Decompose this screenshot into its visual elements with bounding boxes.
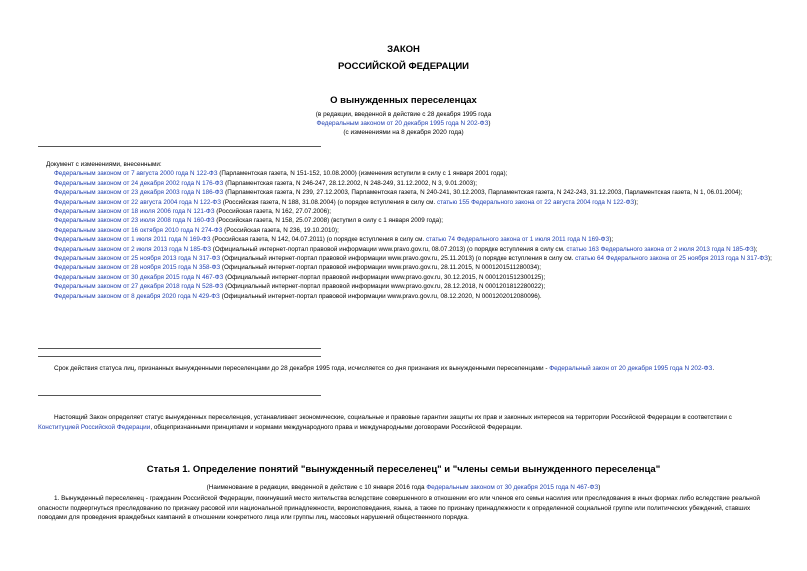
law-heading: ЗАКОН: [387, 44, 420, 55]
article-1-edition: (Наименование в редакции, введенной в действие с 10 января 2016 года Федеральным законом от 30 декабря 2015 года N 467-ФЗ): [206, 484, 601, 491]
divider: [38, 146, 321, 147]
amendment-item: Федеральным законом от 27 декабря 2018 года N 528-ФЗ (Официальный интернет-портал правовой информации www.pravo.gov.ru, 28.12.2018, N 0001201812280022);: [54, 283, 546, 291]
edition-law-link[interactable]: Федеральным законом от 20 декабря 1995 года N 202-ФЗ: [316, 120, 489, 127]
amendment-link[interactable]: Федеральным законом от 16 октября 2010 года N 274-ФЗ: [54, 226, 223, 234]
amendment-article-link[interactable]: статью 64 Федерального закона от 25 ноября 2013 года N 317-ФЗ: [575, 255, 768, 263]
amendment-link[interactable]: Федеральным законом от 2 июля 2013 года N 185-ФЗ: [54, 245, 212, 253]
amendment-item: Федеральным законом от 18 июля 2006 года N 121-ФЗ (Российская газета, N 162, 27.07.2006);: [54, 208, 332, 216]
article-1-paragraph-1: 1. Вынужденный переселенец - гражданин Российской Федерации, покинувший место жительства вследствие совершенного в отношении его или членов его семьи насилия или преследования в иных формах либо вследствие реальной опасности подвергнуться преследованию по признаку расовой или национальной принадлежности, вероисповедания, языка, а также по признаку принадлежности к определенной социальной группе или политических убеждений, ставших поводами для проведения враждебных кампаний в отношении конкретного лица или группы лиц, массовых нарушений общественного порядка.: [38, 495, 760, 521]
preamble: Настоящий Закон определяет статус вынужденных переселенцев, устанавливает экономические, социальные и правовые гарантии защиты их прав и законных интересов на территории Российской Федерации в соответствии с Конституцией Российской Федерации, общепризнанными принципами и нормами международного права и международными договорами Российской Федерации.: [38, 414, 732, 431]
amendment-item: Федеральным законом от 16 октября 2010 года N 274-ФЗ (Российская газета, N 236, 19.10.2010);: [54, 226, 339, 234]
amendment-item: Федеральным законом от 7 августа 2000 года N 122-ФЗ (Парламентская газета, N 151-152, 10.08.2000) (изменения вступили в силу с 1 января 2001 года);: [54, 170, 508, 178]
status-note: Срок действия статуса лиц, признанных вынужденными переселенцами до 28 декабря 1995 года, исчисляется со дня признания их вынужденными переселенцами - Федеральный закон от 20 декабря 1995 года N 202-ФЗ.: [54, 365, 715, 372]
note-law-link[interactable]: Федеральный закон от 20 декабря 1995 года N 202-ФЗ: [549, 365, 713, 372]
amendment-link[interactable]: Федеральным законом от 25 ноября 2013 года N 317-ФЗ: [54, 255, 221, 263]
federation-heading: РОССИЙСКОЙ ФЕДЕРАЦИИ: [337, 61, 469, 72]
edition-line-1: (в редакции, введенной в действие с 28 декабря 1995 года: [315, 111, 492, 118]
article-1-title: Статья 1. Определение понятий "вынужденный переселенец" и "члены семьи вынужденного переселенца": [146, 464, 661, 475]
amendment-article-link[interactable]: статью 163 Федерального закона от 2 июля 2013 года N 185-ФЗ: [566, 245, 754, 253]
amendment-link[interactable]: Федеральным законом от 23 июля 2008 года N 160-ФЗ: [54, 217, 215, 225]
amendment-item: Федеральным законом от 30 декабря 2015 года N 467-ФЗ (Официальный интернет-портал правовой информации www.pravo.gov.ru, 30.12.2015, N 0001201512300125);: [54, 273, 546, 281]
amendments-list: [38, 160, 773, 301]
divider: [38, 395, 321, 396]
amendment-article-link[interactable]: статью 155 Федерального закона от 22 августа 2004 года N 122-ФЗ: [436, 198, 635, 206]
amendments-lead: Документ с изменениями, внесенными:: [46, 161, 162, 168]
amendment-article-link[interactable]: статью 74 Федерального закона от 1 июля 2011 года N 169-ФЗ: [426, 236, 610, 244]
edition-line-2: Федеральным законом от 20 декабря 1995 года N 202-ФЗ): [316, 120, 491, 127]
constitution-link[interactable]: Конституцией Российской Федерации: [38, 423, 151, 431]
amendment-link[interactable]: Федеральным законом от 27 декабря 2018 года N 528-ФЗ: [54, 283, 224, 291]
amendment-item: Федеральным законом от 22 августа 2004 года N 122-ФЗ (Российская газета, N 188, 31.08.2004) (о порядке вступления в силу см. статью 155 Федерального закона от 22 августа 2004 года N 122-ФЗ);: [54, 198, 639, 206]
document-title: О вынужденных переселенцах: [330, 95, 477, 106]
amendment-link[interactable]: Федеральным законом от 8 декабря 2020 года N 429-ФЗ: [54, 292, 220, 300]
amendment-item: Федеральным законом от 8 декабря 2020 года N 429-ФЗ (Официальный интернет-портал правовой информации www.pravo.gov.ru, 08.12.2020, N 0001202012080096).: [54, 292, 542, 300]
amendment-link[interactable]: Федеральным законом от 22 августа 2004 года N 122-ФЗ: [54, 198, 222, 206]
amendment-link[interactable]: Федеральным законом от 30 декабря 2015 года N 467-ФЗ: [54, 273, 224, 281]
divider: [38, 356, 321, 357]
amendment-item: Федеральным законом от 1 июля 2011 года N 169-ФЗ (Российская газета, N 142, 04.07.2011) (о порядке вступления в силу см. статью 74 Федерального закона от 1 июля 2011 года N 169-ФЗ);: [54, 236, 614, 244]
amendment-link[interactable]: Федеральным законом от 18 июля 2006 года N 121-ФЗ: [54, 208, 215, 216]
amendment-item: Федеральным законом от 23 июля 2008 года N 160-ФЗ (Российская газета, N 158, 25.07.2008) (вступил в силу с 1 января 2009 года);: [54, 217, 444, 225]
amendment-link[interactable]: Федеральным законом от 24 декабря 2002 года N 176-ФЗ: [54, 179, 224, 187]
amendment-link[interactable]: Федеральным законом от 7 августа 2000 года N 122-ФЗ: [54, 170, 218, 178]
article-1-edition-link[interactable]: Федеральным законом от 30 декабря 2015 года N 467-ФЗ: [426, 484, 599, 491]
amendment-link[interactable]: Федеральным законом от 23 декабря 2003 года N 186-ФЗ: [54, 189, 224, 197]
amendment-link[interactable]: Федеральным законом от 28 ноября 2015 года N 358-ФЗ: [54, 264, 221, 272]
amendment-item: Федеральным законом от 25 ноября 2013 года N 317-ФЗ (Официальный интернет-портал правовой информации www.pravo.gov.ru, 25.11.2013) (о порядке вступления в силу см. статью 64 Федерального закона от 25 ноября 2013 года N 317-ФЗ);: [54, 255, 772, 263]
divider: [38, 348, 321, 349]
amendment-item: Федеральным законом от 28 ноября 2015 года N 358-ФЗ (Официальный интернет-портал правовой информации www.pravo.gov.ru, 28.11.2015, N 0001201511280034);: [54, 264, 542, 272]
amendment-item: Федеральным законом от 23 декабря 2003 года N 186-ФЗ (Парламентская газета, N 239, 27.12.2003, Парламентская газета, N 240-241, 30.12.2003, Парламентская газета, N 242-243, 31.12.2003, Парламентская газета, N 1, 06.01.2004);: [54, 189, 743, 197]
amendment-item: Федеральным законом от 2 июля 2013 года N 185-ФЗ (Официальный интернет-портал правовой информации www.pravo.gov.ru, 08.07.2013) (о порядке вступления в силу см. статью 163 Федерального закона от 2 июля 2013 года N 185-ФЗ);: [54, 245, 758, 253]
amendment-link[interactable]: Федеральным законом от 1 июля 2011 года N 169-ФЗ: [54, 236, 211, 244]
edition-line-3: (с изменениями на 8 декабря 2020 года): [343, 129, 464, 136]
amendment-item: Федеральным законом от 24 декабря 2002 года N 176-ФЗ (Парламентская газета, N 246-247, 28.12.2002, N 248-249, 31.12.2002, N 3, 9.01.2003);: [54, 179, 478, 187]
